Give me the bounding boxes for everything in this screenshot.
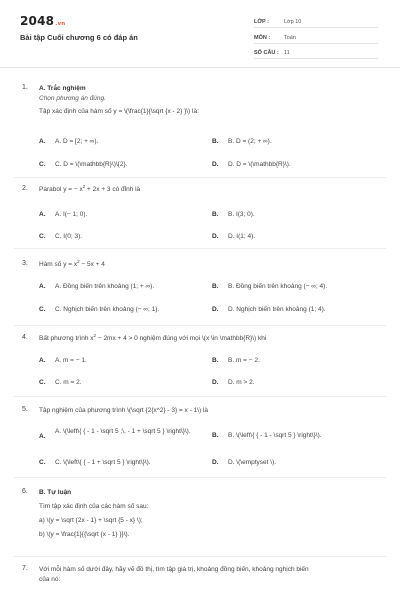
question-number: 4. bbox=[22, 334, 28, 341]
option-letter: B. bbox=[212, 283, 219, 290]
option-letter: B. bbox=[212, 138, 219, 145]
option-text: A. \(\left\{ { - 1 - \sqrt 5 ;\, - 1 + \sqrt 5 } \right\}\). bbox=[55, 428, 191, 435]
question-number: 6. bbox=[22, 488, 28, 495]
meta-count-label: SỐ CÂU : bbox=[254, 50, 279, 56]
option-letter: C. bbox=[39, 306, 46, 313]
meta-class bbox=[254, 14, 378, 28]
question-divider bbox=[14, 248, 386, 249]
exponent: 2 bbox=[93, 332, 97, 338]
option-text: C. \(\left\{ { - 1 + \sqrt 5 } \right\}\). bbox=[55, 459, 151, 466]
question-text-part: − 2mx + 4 > 0 nghiệm đúng với mọi \(x \in \mathbb{R}\) khi bbox=[96, 335, 267, 342]
option-text: A. Đồng biến trên khoảng (1; + ∞). bbox=[55, 283, 155, 290]
question-text-continued: của nó: bbox=[39, 576, 61, 583]
meta-subject-value: Toán bbox=[284, 35, 296, 41]
option-letter: A. bbox=[39, 433, 46, 440]
section-heading: A. Trắc nghiệm bbox=[39, 85, 86, 92]
logo-suffix: .vn bbox=[55, 21, 66, 27]
meta-class-label: LỚP : bbox=[254, 19, 269, 25]
question-text-part: Parabol y = − x bbox=[39, 186, 83, 193]
option-text: C. I(0; 3). bbox=[55, 233, 83, 240]
option-letter: D. bbox=[212, 161, 219, 168]
question-text bbox=[39, 185, 384, 195]
option-text: A. m = − 1. bbox=[55, 357, 87, 364]
instruction-text: Chọn phương án đúng. bbox=[39, 95, 106, 102]
option-text: C. D = \(\mathbb{R}\)\{2}. bbox=[55, 161, 128, 168]
question-divider bbox=[14, 177, 386, 178]
option-text: D. Nghịch biến trên khoảng (1; 4). bbox=[228, 306, 326, 313]
option-text: D. I(1; 4). bbox=[228, 233, 256, 240]
option-text: B. m = − 2. bbox=[228, 357, 260, 364]
question-divider bbox=[14, 477, 386, 478]
question-text-part: − 5x + 4 bbox=[79, 261, 105, 268]
option-text: B. \(\left\{ { - 1 - \sqrt 5 } \right\}\). bbox=[228, 432, 322, 439]
question-text bbox=[39, 260, 384, 270]
option-text: B. I(3; 0). bbox=[228, 211, 255, 218]
option-letter: B. bbox=[212, 357, 219, 364]
option-letter: D. bbox=[212, 379, 219, 386]
question-text: Tìm tập xác định của các hàm số sau: bbox=[39, 503, 149, 510]
question-divider bbox=[14, 556, 386, 557]
question-text-part: + 2x + 3 có đỉnh là bbox=[85, 186, 141, 193]
meta-subject-label: MÔN : bbox=[254, 35, 271, 41]
question-number: 1. bbox=[22, 84, 28, 91]
page-header bbox=[0, 0, 400, 68]
option-text: A. D = [2; + ∞). bbox=[55, 138, 99, 145]
meta-class-value: Lớp 10 bbox=[284, 19, 302, 25]
logo-text: 2048 bbox=[20, 14, 55, 28]
option-text: B. Đồng biến trên khoảng (− ∞; 4). bbox=[228, 283, 328, 290]
option-letter: C. bbox=[39, 459, 46, 466]
question-text-part: Hàm số y = x bbox=[39, 261, 78, 268]
exponent: 2 bbox=[77, 258, 80, 264]
meta-count-value: 11 bbox=[284, 50, 290, 56]
option-letter: A. bbox=[39, 357, 46, 364]
question-number: 7. bbox=[22, 565, 28, 572]
option-letter: D. bbox=[212, 306, 219, 313]
site-logo[interactable] bbox=[20, 14, 65, 28]
option-text: D. \(\emptyset \). bbox=[228, 459, 277, 466]
option-text: B. D = (2; + ∞). bbox=[228, 138, 272, 145]
option-letter: D. bbox=[212, 459, 219, 466]
question-subpart-a: a) \(y = \sqrt {2x - 1} + \sqrt {5 - x} \); bbox=[39, 517, 143, 524]
question-subpart-b: b) \(y = \frac{1}{{\sqrt {x - 1} }}\). bbox=[39, 531, 130, 538]
option-text: C. m = 2. bbox=[55, 379, 82, 386]
option-letter: A. bbox=[39, 138, 46, 145]
question-divider bbox=[14, 325, 386, 326]
question-text bbox=[39, 334, 384, 344]
question-text: Tập xác định của hàm số y = \(\frac{1}{\sqrt {x - 2} }\) là: bbox=[39, 108, 199, 115]
option-text: D. D = \(\mathbb{R}\). bbox=[228, 161, 291, 168]
question-text: Với mỗi hàm số dưới đây, hãy vẽ đồ thị, tìm tập giá trị, khoảng đồng biến, khoảng nghịch biến bbox=[39, 566, 309, 573]
option-text: C. Nghịch biến trên khoảng (− ∞; 1). bbox=[55, 306, 160, 313]
question-text: Tập nghiệm của phương trình \(\sqrt {2{x^2} - 3} = x - 1\) là bbox=[39, 407, 209, 414]
option-text: A. I(− 1; 0). bbox=[55, 211, 88, 218]
option-letter: B. bbox=[212, 211, 219, 218]
meta-count bbox=[254, 45, 378, 59]
option-text: D. m > 2. bbox=[228, 379, 255, 386]
question-number: 3. bbox=[22, 260, 28, 267]
option-letter: B. bbox=[212, 432, 219, 439]
option-letter: C. bbox=[39, 161, 46, 168]
exponent: 2 bbox=[82, 183, 86, 189]
question-divider bbox=[14, 396, 386, 397]
document-title: Bài tập Cuối chương 6 có đáp án bbox=[20, 33, 138, 42]
option-letter: C. bbox=[39, 379, 46, 386]
meta-subject bbox=[254, 30, 378, 44]
question-number: 5. bbox=[22, 406, 28, 413]
question-text-part: Bất phương trình x bbox=[39, 335, 94, 342]
option-letter: D. bbox=[212, 233, 219, 240]
option-letter: A. bbox=[39, 283, 46, 290]
option-letter: C. bbox=[39, 233, 46, 240]
section-heading: B. Tự luận bbox=[39, 489, 72, 496]
question-number: 2. bbox=[22, 185, 28, 192]
option-letter: A. bbox=[39, 211, 46, 218]
